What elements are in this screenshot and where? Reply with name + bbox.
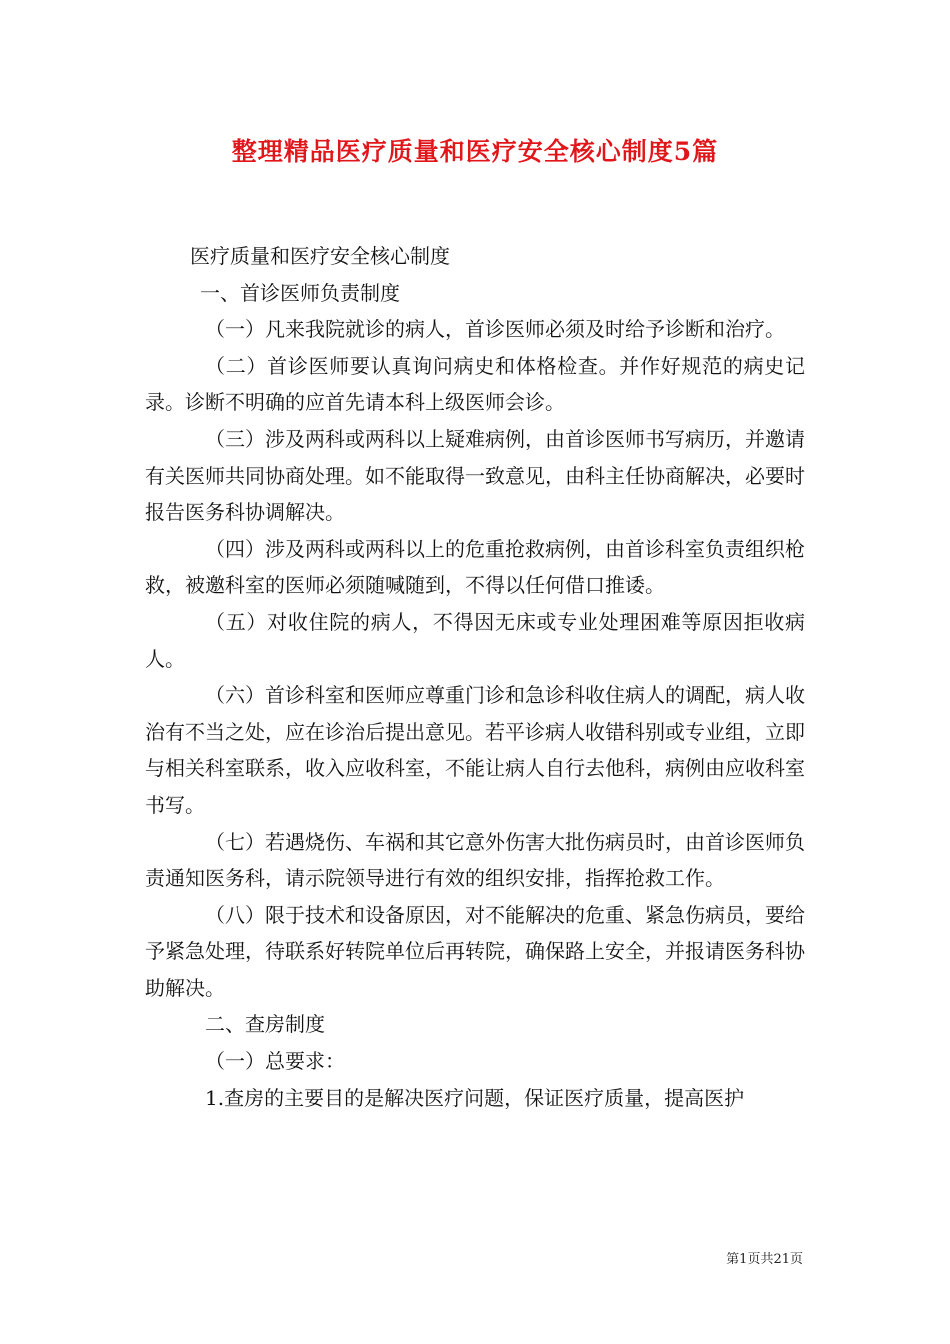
paragraph-item-8: （八）限于技术和设备原因，对不能解决的危重、紧急伤病员，要给予紧急处理，待联系好转院单位后再转院，确保路上安全，并报请医务科协助解决。 — [145, 902, 805, 1000]
paragraph-item-1: （一）凡来我院就诊的病人，首诊医师必须及时给予诊断和治疗。 — [205, 317, 785, 342]
document-title: 整理精品医疗质量和医疗安全核心制度5篇 — [231, 137, 719, 166]
page-number-footer: 第1页共21页 — [726, 1252, 803, 1267]
numbered-paragraph-1: 1.查房的主要目的是解决医疗问题，保证医疗质量，提高医护 — [205, 1085, 745, 1110]
paragraph-item-7: （七）若遇烧伤、车祸和其它意外伤害大批伤病员时，由首诊医师负责通知医务科，请示院领导进行有效的组织安排，指挥抢救工作。 — [145, 829, 805, 891]
section-heading-1: 一、首诊医师负责制度 — [200, 280, 400, 305]
paragraph-item-3: （三）涉及两科或两科以上疑难病例，由首诊医师书写病历，并邀请有关医师共同协商处理。如不能取得一致意见，由科主任协商解决，必要时报告医务科协调解决。 — [145, 426, 805, 525]
paragraph-item-5: （五）对收住院的病人，不得因无床或专业处理困难等原因拒收病人。 — [145, 609, 805, 671]
subtitle-paragraph: 医疗质量和医疗安全核心制度 — [190, 244, 450, 268]
section-heading-2: 二、查房制度 — [205, 1012, 325, 1037]
paragraph-item-4: （四）涉及两科或两科以上的危重抢救病例，由首诊科室负责组织枪救，被邀科室的医师必须随喊随到，不得以任何借口推诿。 — [145, 536, 805, 598]
paragraph-item-2: （二）首诊医师要认真询问病史和体格检查。并作好规范的病史记录。诊断不明确的应首先请本科上级医师会诊。 — [145, 353, 805, 415]
subsection-heading: （一）总要求： — [205, 1049, 345, 1074]
paragraph-item-6: （六）首诊科室和医师应尊重门诊和急诊科收住病人的调配，病人收治有不当之处，应在诊治后提出意见。若平诊病人收错科别或专业组，立即与相关科室联系，收入应收科室，不能让病人自行去他科，病例由应收科室书写。 — [145, 683, 805, 817]
document-body — [145, 238, 805, 1116]
